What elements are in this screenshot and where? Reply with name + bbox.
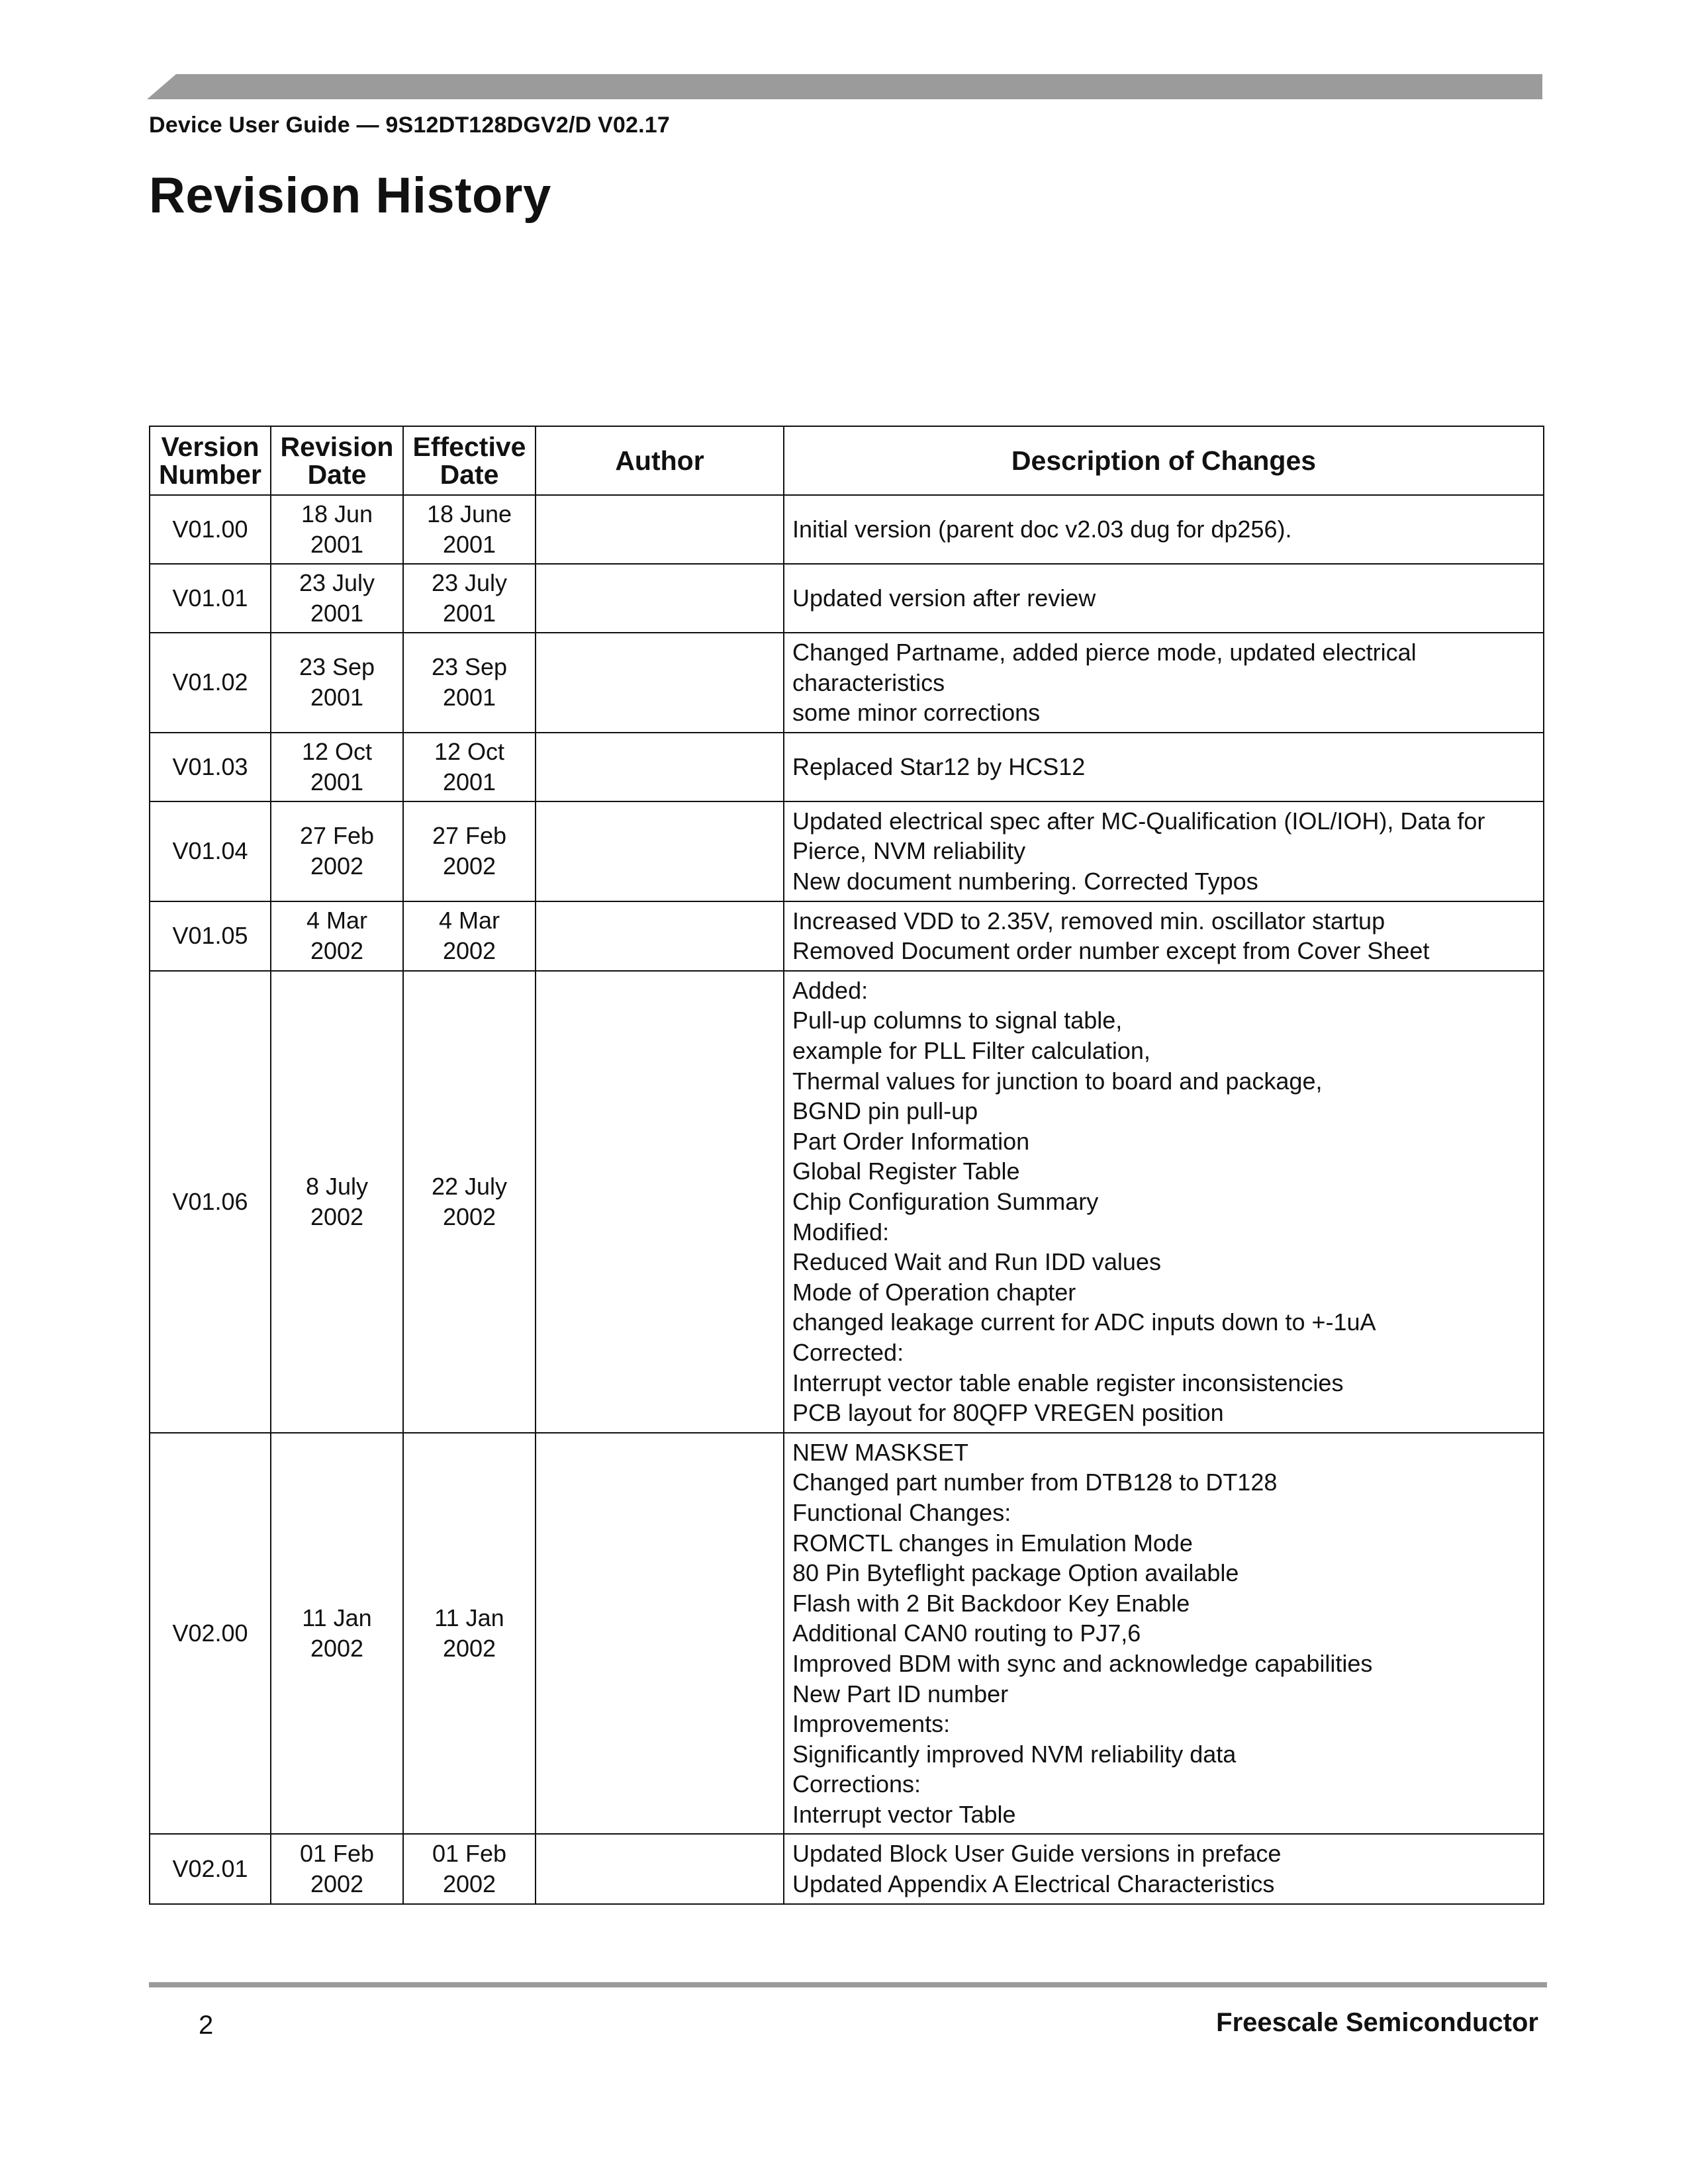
cell-author <box>536 1834 784 1903</box>
cell-author <box>536 801 784 901</box>
cell-version-number: V01.06 <box>150 971 271 1433</box>
table-row <box>150 971 1544 1433</box>
cell-effective-date: 27 Feb 2002 <box>403 801 536 901</box>
page-title: Revision History <box>149 167 551 224</box>
description-line: Initial version (parent doc v2.03 dug for dp256). <box>792 516 1292 543</box>
table-row <box>150 733 1544 801</box>
description-line: Pierce, NVM reliability <box>792 837 1026 865</box>
cell-description <box>784 901 1544 971</box>
header-description: Description of Changes <box>784 426 1544 495</box>
description-line: Added: <box>792 976 868 1004</box>
description-line: Increased VDD to 2.35V, removed min. oscillator startup <box>792 907 1385 934</box>
cell-version-number: V01.02 <box>150 633 271 733</box>
cell-description <box>784 633 1544 733</box>
cell-version-number: V01.00 <box>150 495 271 564</box>
description-line: Mode of Operation chapter <box>792 1278 1076 1306</box>
description-line: ROMCTL changes in Emulation Mode <box>792 1529 1193 1557</box>
cell-version-number: V01.01 <box>150 564 271 633</box>
cell-author <box>536 564 784 633</box>
cell-effective-date: 23 July 2001 <box>403 564 536 633</box>
cell-description <box>784 1834 1544 1903</box>
cell-revision-date: 23 Sep 2001 <box>271 633 403 733</box>
description-line: Additional CAN0 routing to PJ7,6 <box>792 1619 1141 1647</box>
table-row <box>150 901 1544 971</box>
description-line: Removed Document order number except from Cover Sheet <box>792 937 1430 965</box>
cell-effective-date: 4 Mar 2002 <box>403 901 536 971</box>
description-line: Updated electrical spec after MC-Qualification (IOL/IOH), Data for <box>792 807 1485 835</box>
description-line: Interrupt vector table enable register inconsistencies <box>792 1369 1344 1396</box>
description-line: Improved BDM with sync and acknowledge capabilities <box>792 1649 1373 1677</box>
header-author: Author <box>536 426 784 495</box>
cell-effective-date: 12 Oct 2001 <box>403 733 536 801</box>
running-header: Device User Guide — 9S12DT128DGV2/D V02.17 <box>149 113 671 138</box>
description-line: characteristics <box>792 668 945 696</box>
cell-author <box>536 1433 784 1835</box>
cell-revision-date: 8 July 2002 <box>271 971 403 1433</box>
description-line: Corrections: <box>792 1770 921 1798</box>
description-line: Chip Configuration Summary <box>792 1187 1099 1215</box>
description-line: Reduced Wait and Run IDD values <box>792 1248 1161 1276</box>
header-effective-date: Effective Date <box>403 426 536 495</box>
cell-revision-date: 12 Oct 2001 <box>271 733 403 801</box>
cell-effective-date: 11 Jan 2002 <box>403 1433 536 1835</box>
description-line: New Part ID number <box>792 1680 1009 1707</box>
description-line: some minor corrections <box>792 699 1041 727</box>
cell-description <box>784 801 1544 901</box>
description-line: Thermal values for junction to board and package, <box>792 1067 1323 1095</box>
cell-version-number: V01.04 <box>150 801 271 901</box>
table-row <box>150 801 1544 901</box>
description-line: Changed part number from DTB128 to DT128 <box>792 1469 1278 1496</box>
description-line: changed leakage current for ADC inputs down to +-1uA <box>792 1308 1376 1336</box>
header-revision-date: Revision Date <box>271 426 403 495</box>
description-line: Functional Changes: <box>792 1498 1011 1526</box>
table-row <box>150 1834 1544 1903</box>
description-line: Significantly improved NVM reliability data <box>792 1740 1237 1768</box>
cell-author <box>536 495 784 564</box>
cell-author <box>536 901 784 971</box>
description-line: Replaced Star12 by HCS12 <box>792 752 1086 780</box>
cell-effective-date: 18 June 2001 <box>403 495 536 564</box>
header-decorative-bar <box>147 74 1542 99</box>
cell-revision-date: 11 Jan 2002 <box>271 1433 403 1835</box>
cell-version-number: V02.01 <box>150 1834 271 1903</box>
description-line: Updated Block User Guide versions in preface <box>792 1840 1282 1868</box>
description-line: Corrected: <box>792 1338 904 1366</box>
table-row <box>150 1433 1544 1835</box>
page-number: 2 <box>199 2011 214 2040</box>
cell-version-number: V01.05 <box>150 901 271 971</box>
description-line: Modified: <box>792 1218 890 1246</box>
cell-description <box>784 733 1544 801</box>
cell-revision-date: 01 Feb 2002 <box>271 1834 403 1903</box>
table-header-row <box>150 426 1544 495</box>
cell-effective-date: 01 Feb 2002 <box>403 1834 536 1903</box>
cell-description <box>784 1433 1544 1835</box>
table-row <box>150 495 1544 564</box>
description-line: Changed Partname, added pierce mode, updated electrical <box>792 639 1417 666</box>
cell-author <box>536 733 784 801</box>
description-line: Interrupt vector Table <box>792 1800 1016 1828</box>
description-line: 80 Pin Byteflight package Option available <box>792 1559 1239 1587</box>
cell-revision-date: 23 July 2001 <box>271 564 403 633</box>
footer-company: Freescale Semiconductor <box>1216 2008 1538 2037</box>
description-line: Part Order Information <box>792 1127 1030 1155</box>
revision-history-table <box>149 426 1544 1905</box>
table-row <box>150 564 1544 633</box>
cell-description <box>784 564 1544 633</box>
header-version-number: Version Number <box>150 426 271 495</box>
description-line: example for PLL Filter calculation, <box>792 1036 1150 1064</box>
cell-revision-date: 27 Feb 2002 <box>271 801 403 901</box>
description-line: BGND pin pull-up <box>792 1097 978 1125</box>
description-line: Pull-up columns to signal table, <box>792 1007 1123 1034</box>
cell-version-number: V01.03 <box>150 733 271 801</box>
description-line: PCB layout for 80QFP VREGEN position <box>792 1399 1224 1427</box>
footer-rule <box>149 1982 1547 1987</box>
description-line: Updated Appendix A Electrical Characteristics <box>792 1870 1275 1898</box>
description-line: New document numbering. Corrected Typos <box>792 867 1258 895</box>
cell-description <box>784 495 1544 564</box>
cell-effective-date: 23 Sep 2001 <box>403 633 536 733</box>
cell-revision-date: 4 Mar 2002 <box>271 901 403 971</box>
cell-author <box>536 633 784 733</box>
description-line: Flash with 2 Bit Backdoor Key Enable <box>792 1589 1190 1617</box>
description-line: Improvements: <box>792 1710 951 1738</box>
cell-author <box>536 971 784 1433</box>
cell-effective-date: 22 July 2002 <box>403 971 536 1433</box>
description-line: Global Register Table <box>792 1158 1020 1185</box>
table-row <box>150 633 1544 733</box>
cell-revision-date: 18 Jun 2001 <box>271 495 403 564</box>
cell-description <box>784 971 1544 1433</box>
description-line: Updated version after review <box>792 584 1096 612</box>
cell-version-number: V02.00 <box>150 1433 271 1835</box>
description-line: NEW MASKSET <box>792 1438 969 1466</box>
